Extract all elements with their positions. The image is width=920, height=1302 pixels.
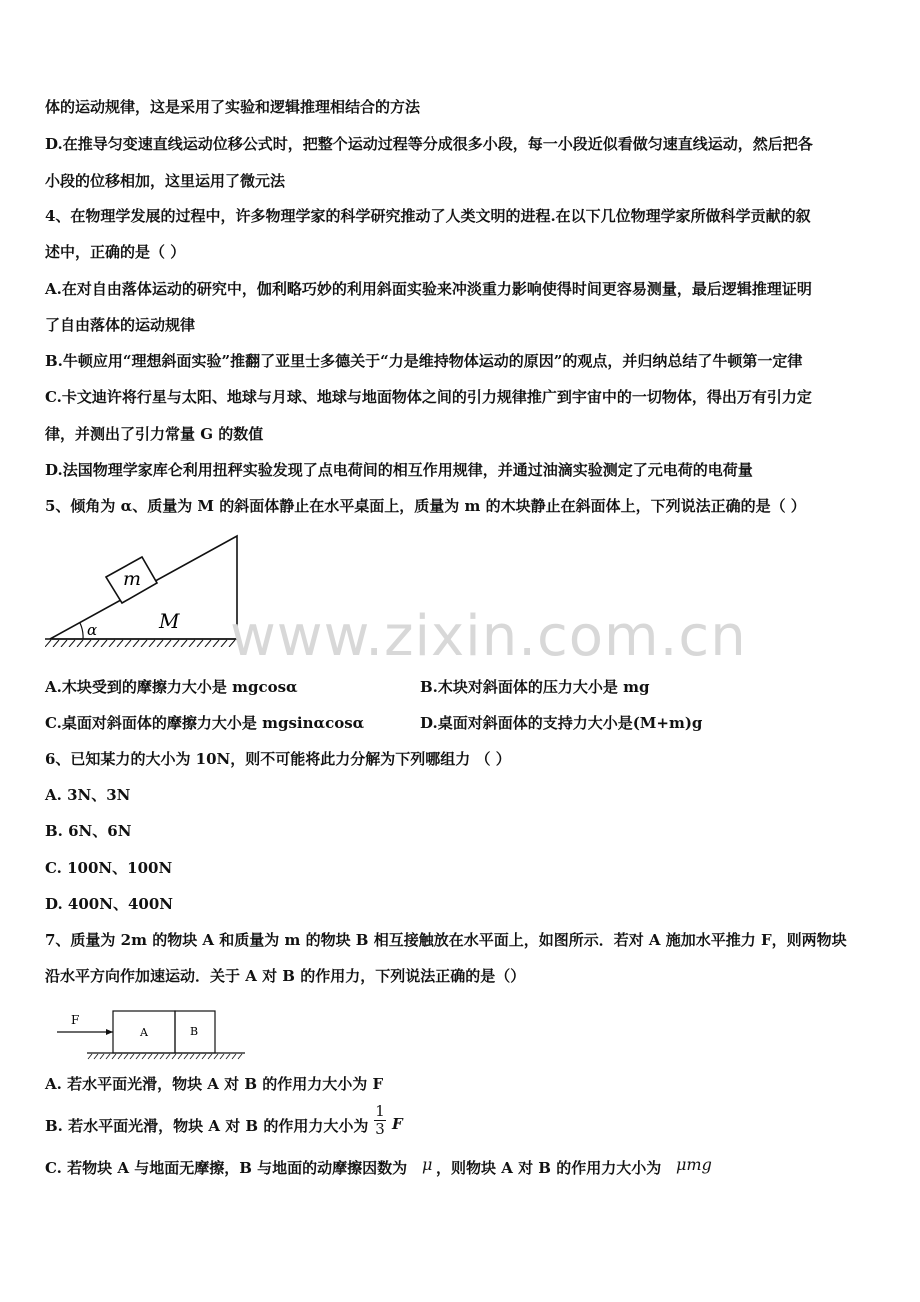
text-line: 小段的位移相加，这里运用了微元法	[45, 172, 286, 190]
force-F-label: F	[71, 1013, 80, 1027]
mass-m-label: m	[123, 568, 142, 590]
force-F-symbol: F	[392, 1115, 403, 1133]
text-line: 述中，正确的是（ ）	[45, 243, 186, 261]
option-4a: A.在对自由落体运动的研究中，伽利略巧妙的利用斜面实验来冲淡重力影响使得时间更容易测量，最后逻辑推理证明	[45, 280, 812, 298]
block-B-label: B	[190, 1025, 199, 1038]
question-6: 6、已知某力的大小为 10N，则不可能将此力分解为下列哪组力 （ ）	[45, 750, 511, 768]
fraction-numerator: 1	[375, 1102, 385, 1120]
option-5d: D.桌面对斜面体的支持力大小是(M+m)g	[420, 714, 703, 732]
mass-M-label: M	[159, 609, 180, 633]
question-7: 7、质量为 2m 的物块 A 和质量为 m 的物块 B 相互接触放在水平面上，如图所示．若对 A 施加水平推力 F，则两物块	[45, 931, 847, 949]
mu-symbol: μ	[422, 1155, 433, 1174]
question-5: 5、倾角为 α、质量为 M 的斜面体静止在水平桌面上，质量为 m 的木块静止在斜面体上，下列说法正确的是（ ）	[45, 497, 806, 515]
text-line: 律，并测出了引力常量 G 的数值	[45, 425, 264, 443]
text-line: 沿水平方向作加速运动．关于 A 对 B 的作用力，下列说法正确的是（）	[45, 967, 526, 985]
watermark: www.zixin.com.cn	[230, 604, 747, 669]
fraction-denominator: 3	[375, 1120, 385, 1138]
fraction-one-third	[374, 1103, 386, 1138]
option-5a: A.木块受到的摩擦力大小是 mgcosα	[45, 678, 298, 696]
mu-mg-expression: μmg	[676, 1155, 712, 1174]
option-4d: D.法国物理学家库仑利用扭秤实验发现了点电荷间的相互作用规律，并通过油滴实验测定了元电荷的电荷量	[45, 461, 753, 479]
option-6c: C. 100N、100N	[45, 859, 173, 877]
angle-alpha-label: α	[87, 621, 98, 639]
option-7b: B. 若水平面光滑，物块 A 对 B 的作用力大小为	[45, 1117, 369, 1135]
option-7c: C. 若物块 A 与地面无摩擦，B 与地面的动摩擦因数为	[45, 1159, 408, 1177]
option-4b: B.牛顿应用“理想斜面实验”推翻了亚里士多德关于“力是维持物体运动的原因”的观点，并归纳总结了牛顿第一定律	[45, 352, 803, 370]
option-6b: B. 6N、6N	[45, 822, 132, 840]
text-line: 了自由落体的运动规律	[45, 316, 196, 334]
option-5b: B.木块对斜面体的压力大小是 mg	[420, 678, 650, 696]
question-4: 4、在物理学发展的过程中，许多物理学家的科学研究推动了人类文明的进程.在以下几位物理学家所做科学贡献的叙	[45, 207, 811, 225]
option-4c: C.卡文迪许将行星与太阳、地球与月球、地球与地面物体之间的引力规律推广到宇宙中的一切物体，得出万有引力定	[45, 388, 812, 406]
option-6a: A. 3N、3N	[45, 786, 131, 804]
option-7a: A. 若水平面光滑，物块 A 对 B 的作用力大小为 F	[45, 1075, 384, 1093]
blocks-figure	[55, 1008, 250, 1063]
option-5c: C.桌面对斜面体的摩擦力大小是 mgsinαcosα	[45, 714, 365, 732]
text-line: D.在推导匀变速直线运动位移公式时，把整个运动过程等分成很多小段，每一小段近似看做匀速直线运动，然后把各	[45, 135, 813, 153]
text-line: 体的运动规律，这是采用了实验和逻辑推理相结合的方法	[45, 98, 421, 116]
option-6d: D. 400N、400N	[45, 895, 173, 913]
block-A-label: A	[140, 1026, 148, 1039]
incline-figure	[45, 532, 245, 647]
option-7c-mid: ，则物块 A 对 B 的作用力大小为	[436, 1159, 662, 1177]
